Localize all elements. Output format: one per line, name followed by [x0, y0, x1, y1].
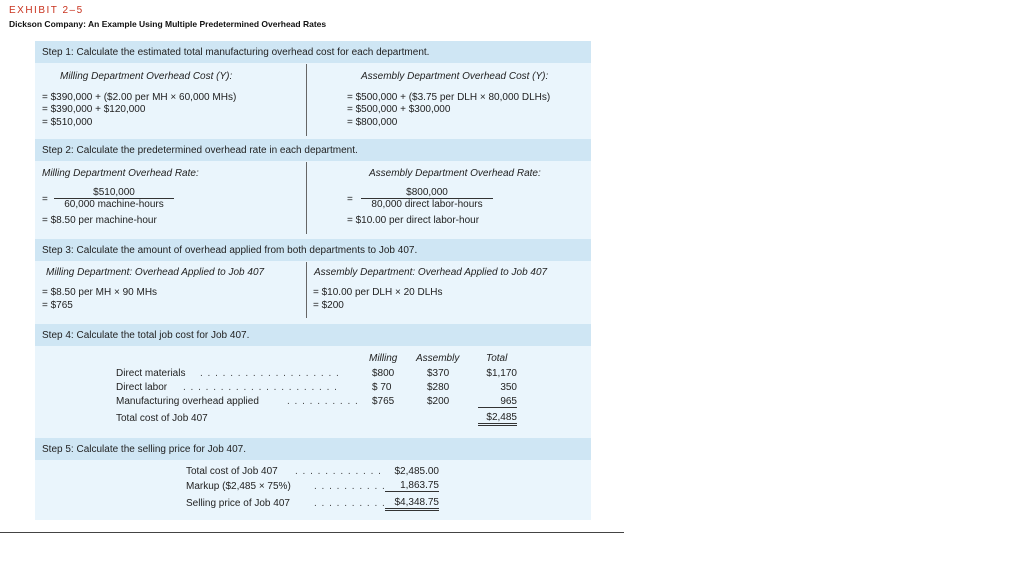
- leader-dots: . . . . . . . . . .: [314, 481, 386, 492]
- total-cost-label: Total cost of Job 407: [116, 413, 208, 424]
- cost-row-assembly: $200: [427, 396, 450, 407]
- step1-assembly-line: = $500,000 + $300,000: [347, 104, 451, 115]
- leader-dots: . . . . . . . . . . . . . . . . . . . . .: [183, 382, 338, 393]
- step1-assembly-line: = $800,000: [347, 117, 398, 128]
- step2-assembly-label: Assembly Department Overhead Rate:: [369, 168, 541, 179]
- step2-assembly-equals: =: [347, 194, 353, 205]
- step3-assembly-line: = $200: [313, 300, 344, 311]
- cost-row-total: 965: [478, 396, 517, 408]
- leader-dots: . . . . . . . . . . . .: [295, 466, 382, 477]
- col-assembly-header: Assembly: [416, 353, 460, 364]
- cost-row-assembly: $280: [427, 382, 450, 393]
- leader-dots: . . . . . . . . . .: [314, 498, 386, 509]
- cost-row-assembly: $370: [427, 368, 450, 379]
- step2-divider: [306, 162, 307, 234]
- selling-row-label: Total cost of Job 407: [186, 466, 278, 477]
- step1-assembly-label: Assembly Department Overhead Cost (Y):: [361, 71, 549, 82]
- cost-row-label: Direct materials: [116, 368, 186, 379]
- leader-dots: . . . . . . . . . . . . . . . . . . .: [200, 368, 340, 379]
- col-milling-header: Milling: [369, 353, 398, 364]
- step5-heading: Step 5: Calculate the selling price for Job 407.: [42, 444, 247, 455]
- step3-milling-line: = $8.50 per MH × 90 MHs: [42, 287, 158, 298]
- step3-assembly-line: = $10.00 per DLH × 20 DLHs: [313, 287, 443, 298]
- step1-assembly-line: = $500,000 + ($3.75 per DLH × 80,000 DLHs): [347, 92, 551, 103]
- step3-assembly-label: Assembly Department: Overhead Applied to Job 407: [314, 267, 548, 278]
- step1-heading-bar: [35, 41, 591, 63]
- step2-heading: Step 2: Calculate the predetermined overhead rate in each department.: [42, 145, 358, 156]
- cost-row-label: Manufacturing overhead applied: [116, 396, 259, 407]
- cost-row-milling: $ 70: [372, 382, 392, 393]
- step2-heading-bar: [35, 139, 591, 161]
- cost-row-total: 350: [500, 382, 517, 393]
- exhibit-title: Dickson Company: An Example Using Multiple Predetermined Overhead Rates: [9, 19, 327, 29]
- step3-milling-label: Milling Department: Overhead Applied to Job 407: [46, 267, 265, 278]
- step2-assembly-result: = $10.00 per direct labor-hour: [347, 215, 480, 226]
- col-total-header: Total: [486, 353, 508, 364]
- total-cost-value: $2,485: [478, 412, 517, 426]
- step5-heading-bar: [35, 438, 591, 460]
- step1-milling-line: = $510,000: [42, 117, 93, 128]
- exhibit-label: EXHIBIT 2–5: [9, 5, 84, 16]
- step2-assembly-fraction: [361, 187, 493, 210]
- step2-assembly-numerator: $800,000: [361, 187, 493, 199]
- step2-milling-fraction: [54, 187, 174, 210]
- selling-row-label: Selling price of Job 407: [186, 498, 290, 509]
- cost-row-total: $1,170: [486, 368, 517, 379]
- step1-milling-label: Milling Department Overhead Cost (Y):: [60, 71, 233, 82]
- cost-row-milling: $800: [372, 368, 395, 379]
- selling-row-value: $4,348.75: [385, 497, 439, 511]
- selling-row-value: $2,485.00: [394, 466, 439, 477]
- step2-milling-numerator: $510,000: [54, 187, 174, 199]
- step4-heading: Step 4: Calculate the total job cost for Job 407.: [42, 330, 250, 341]
- selling-row-label: Markup ($2,485 × 75%): [186, 481, 291, 492]
- step3-milling-line: = $765: [42, 300, 73, 311]
- step2-milling-result: = $8.50 per machine-hour: [42, 215, 157, 226]
- step1-divider: [306, 64, 307, 136]
- cost-row-milling: $765: [372, 396, 395, 407]
- step1-milling-line: = $390,000 + ($2.00 per MH × 60,000 MHs): [42, 92, 237, 103]
- step1-milling-line: = $390,000 + $120,000: [42, 104, 146, 115]
- leader-dots: . . . . . . . . . .: [287, 396, 359, 407]
- step1-heading: Step 1: Calculate the estimated total manufacturing overhead cost for each department.: [42, 47, 430, 58]
- step2-assembly-denominator: 80,000 direct labor-hours: [371, 199, 483, 210]
- step3-heading-bar: [35, 239, 591, 261]
- step2-milling-equals: =: [42, 194, 48, 205]
- step2-milling-label: Milling Department Overhead Rate:: [42, 168, 199, 179]
- step2-milling-denominator: 60,000 machine-hours: [64, 199, 164, 210]
- step3-heading: Step 3: Calculate the amount of overhead applied from both departments to Job 407.: [42, 245, 418, 256]
- step4-heading-bar: [35, 324, 591, 346]
- selling-row-value: 1,863.75: [385, 480, 439, 492]
- step3-divider: [306, 262, 307, 318]
- cost-row-label: Direct labor: [116, 382, 168, 393]
